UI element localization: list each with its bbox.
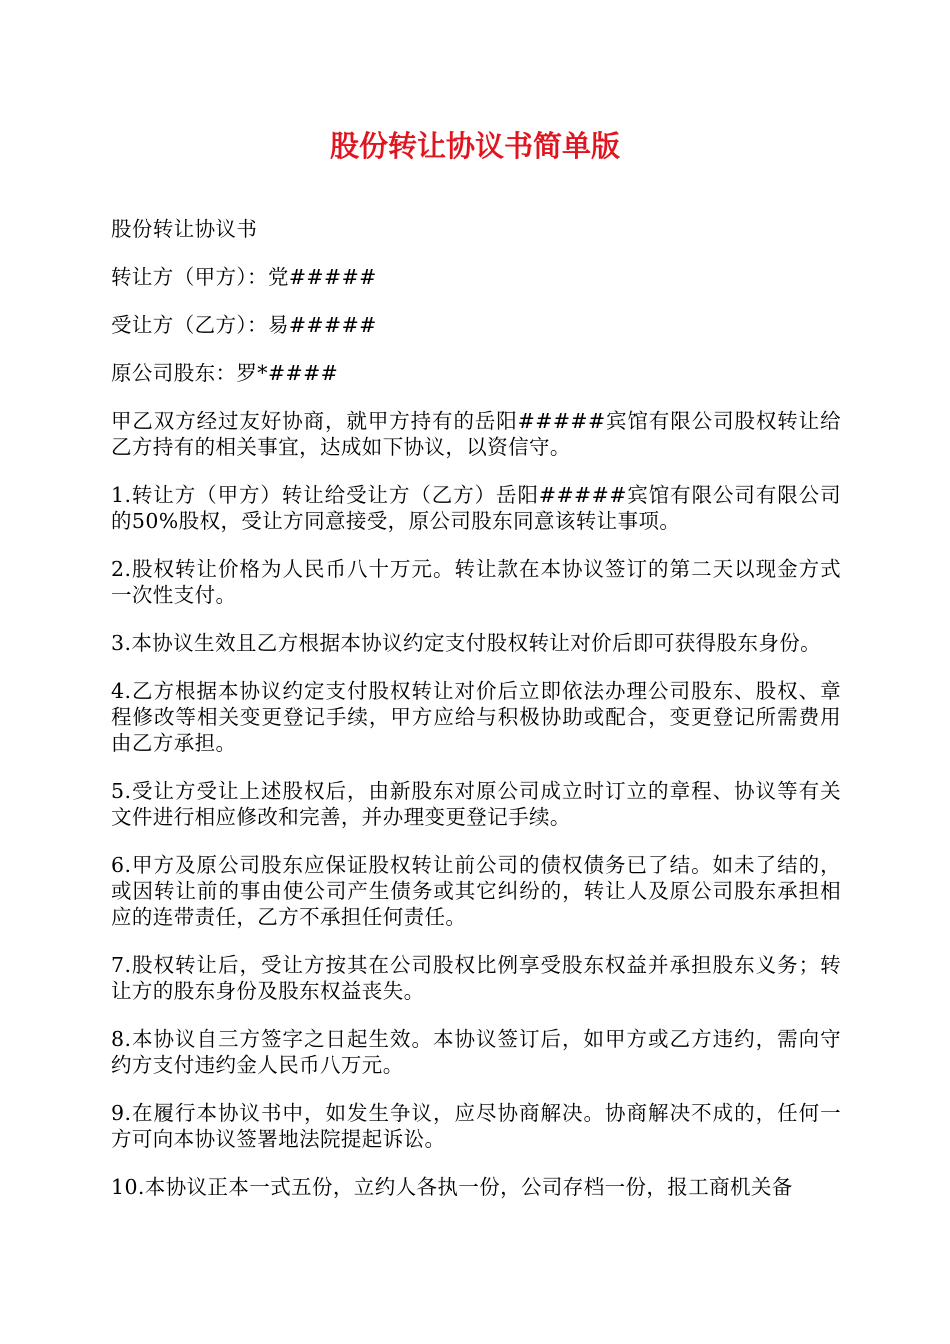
paragraph-transferee: 受让方（乙方）：易#####	[111, 313, 377, 337]
clause-8: 8.本协议自三方签字之日起生效。本协议签订后，如甲方或乙方违约，需向守约方支付违约金人民币八万元。	[111, 1027, 841, 1077]
document-title: 股份转让协议书简单版	[329, 129, 620, 163]
clause-7: 7.股权转让后，受让方按其在公司股权比例享受股东权益并承担股东义务；转让方的股东身份及股东权益丧失。	[111, 953, 841, 1003]
clause-6: 6.甲方及原公司股东应保证股权转让前公司的债权债务已了结。如未了结的，或因转让前的事由使公司产生债务或其它纠纷的，转让人及原公司股东承担相应的连带责任，乙方不承担任何责任。	[111, 853, 841, 929]
clause-10: 10.本协议正本一式五份，立约人各执一份，公司存档一份，报工商机关备	[111, 1175, 793, 1199]
clause-1: 1.转让方（甲方）转让给受让方（乙方）岳阳#####宾馆有限公司有限公司的50%股权，受让方同意接受，原公司股东同意该转让事项。	[111, 483, 841, 533]
clause-3: 3.本协议生效且乙方根据本协议约定支付股权转让对价后即可获得股东身份。	[111, 631, 822, 655]
clause-4: 4.乙方根据本协议约定支付股权转让对价后立即依法办理公司股东、股权、章程修改等相关变更登记手续，甲方应给与积极协助或配合，变更登记所需费用由乙方承担。	[111, 679, 841, 755]
clause-9: 9.在履行本协议书中，如发生争议，应尽协商解决。协商解决不成的，任何一方可向本协议签署地法院提起诉讼。	[111, 1101, 841, 1151]
paragraph-transferor: 转让方（甲方）：党#####	[111, 265, 377, 289]
paragraph-preamble: 甲乙双方经过友好协商，就甲方持有的岳阳#####宾馆有限公司股权转让给乙方持有的相关事宜，达成如下协议，以资信守。	[111, 409, 841, 459]
paragraph-original-shareholder: 原公司股东：罗*####	[111, 361, 339, 385]
clause-2: 2.股权转让价格为人民币八十万元。转让款在本协议签订的第二天以现金方式一次性支付。	[111, 557, 841, 607]
document-body	[111, 216, 841, 1222]
clause-5: 5.受让方受让上述股权后，由新股东对原公司成立时订立的章程、协议等有关文件进行相应修改和完善，并办理变更登记手续。	[111, 779, 841, 829]
paragraph-heading: 股份转让协议书	[111, 217, 258, 241]
